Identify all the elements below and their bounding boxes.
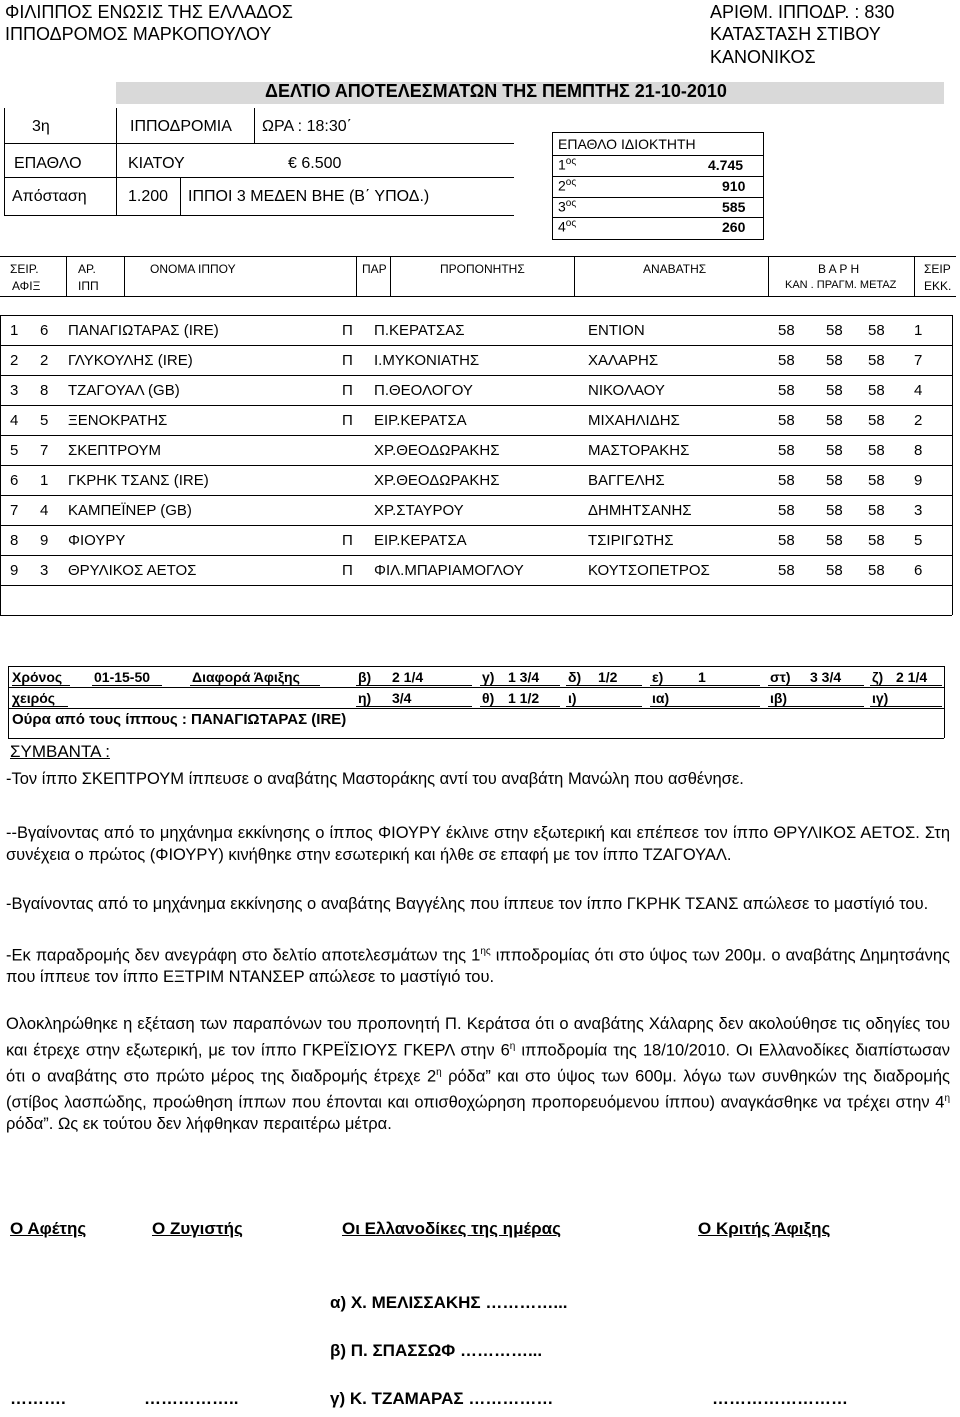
distance-label: Απόσταση [12, 188, 87, 205]
signature-starter: Ο Αφέτης [10, 1219, 87, 1238]
signature-judge: Ο Κριτής Άφιξης [698, 1219, 831, 1238]
table-row [0, 435, 952, 465]
result-w2: 58 [826, 322, 843, 339]
row-divider [0, 435, 952, 436]
race-time: ΩΡΑ : 18:30΄ [262, 118, 352, 135]
result-num: 9 [40, 532, 49, 549]
result-w3: 58 [868, 502, 885, 519]
racetrack-name: ΙΠΠΟΔΡΟΜΟΣ ΜΑΡΚΟΠΟΥΛΟΥ [5, 24, 272, 44]
result-w1: 58 [778, 322, 795, 339]
col-weights-sub-label: ΚΑΝ . ΠΡΑΓΜ. ΜΕΤΑΖ [785, 279, 897, 291]
row-divider [0, 555, 952, 556]
result-jockey: ΔΗΜΗΤΣΑΝΗΣ [588, 502, 692, 519]
steward-signature-b: β) Π. ΣΠΑΣΣΩΦ …………... [330, 1341, 543, 1360]
race-number: 3η [32, 118, 50, 135]
result-par: Π [342, 412, 353, 429]
margin-e-value: 1 [698, 669, 706, 685]
margin-h-value: 3/4 [392, 690, 412, 706]
result-w2: 58 [826, 442, 843, 459]
result-w3: 58 [868, 562, 885, 579]
last-horse-label: Ούρα από τους ίππους : ΠΑΝΑΓΙΩΤΑΡΑΣ (IRE) [12, 711, 347, 728]
prize-amount-4: 260 [722, 219, 746, 235]
margin-d-value: 1/2 [598, 669, 618, 685]
margin-h-label: η) [358, 690, 372, 706]
row-divider [0, 405, 952, 406]
result-start: 2 [914, 412, 923, 429]
time-value: 01-15-50 [94, 669, 151, 685]
result-trainer: ΦΙΛ.ΜΠΑΡΙΑΜΟΓΛΟΥ [374, 562, 524, 579]
bulletin-title: ΔΕΛΤΙΟ ΑΠΟΤΕΛΕΣΜΑΤΩΝ ΤΗΣ ΠΕΜΠΤΗΣ 21-10-2010 [265, 81, 727, 101]
result-jockey: ΧΑΛΑΡΗΣ [588, 352, 659, 369]
row-divider [0, 465, 952, 466]
margins-label: Διαφορά Άφιξης [192, 669, 300, 685]
incident-paragraph: --Βγαίνοντας από το μηχάνημα εκκίνησης ο ίππος ΦΙΟΥΡΥ έκλινε στην εξωτερική και επέπεσε τον ίππο ΘΡΥΛΙΚΟΣ ΑΕΤΟΣ. Στη συνέχεια ο πρώτος (ΦΙΟΥΡΥ) κινήθηκε στην εσωτερική και ήλθε σε επαφή με τον ίππο ΤΖΑΓΟΥΑΛ. [6, 824, 950, 864]
col-number-label-2: ΙΠΠ [78, 279, 99, 293]
result-par: Π [342, 382, 353, 399]
result-num: 6 [40, 322, 49, 339]
judge-signature-dots: …………………… [712, 1389, 848, 1408]
margin-st-value: 3 3/4 [810, 669, 842, 685]
result-par: Π [342, 532, 353, 549]
signature-weigher: Ο Ζυγιστής [152, 1219, 243, 1238]
result-w1: 58 [778, 442, 795, 459]
steward-signature-c: γ) Κ. ΤΖΑΜΑΡΑΣ …………… [330, 1389, 554, 1408]
result-horse: ΦΙΟΥΡΥ [68, 532, 126, 549]
result-w2: 58 [826, 352, 843, 369]
result-pos: 5 [10, 442, 19, 459]
track-state-value: ΚΑΝΟΝΙΚΟΣ [710, 47, 816, 67]
col-finish-label-2: ΑΦΙΞ [12, 279, 41, 293]
signature-stewards: Οι Ελλανοδίκες της ημέρας [342, 1219, 561, 1238]
result-horse: ΓΚΡΗΚ ΤΣΑΝΣ (IRE) [68, 472, 209, 489]
result-w1: 58 [778, 532, 795, 549]
result-pos: 9 [10, 562, 19, 579]
margin-d-label: δ) [568, 669, 582, 685]
result-w3: 58 [868, 532, 885, 549]
result-pos: 8 [10, 532, 19, 549]
incident-paragraph: -Βγαίνοντας από το μηχάνημα εκκίνησης ο αναβάτης Βαγγέλης που ίππευε τον ίππο ΓΚΡΗΚ ΤΣΑΝΣ απώλεσε το μαστίγιό του. [6, 895, 929, 913]
result-num: 1 [40, 472, 49, 489]
result-start: 7 [914, 352, 923, 369]
result-jockey: ΕΝΤΙΟΝ [588, 322, 645, 339]
col-trainer-label: ΠΡΟΠΟΝΗΤΗΣ [440, 262, 525, 276]
table-row [0, 525, 952, 555]
row-divider [0, 585, 952, 586]
incident-paragraph: Ολοκληρώθηκε η εξέταση των παραπόνων του προπονητή Π. Κεράτσα ότι ο αναβάτης Χάλαρης δεν ακολούθησε τις οδηγίες του και έτρεχε στην εξωτερική, με τον ίππο ΓΚΡΕΪΣΙΟΥΣ ΓΚΕΡΛ στην $6^\eta$ ιπποδρομία της 18/10/2010. Οι Ελλανοδίκες διαπίστωσαν ότι ο αναβάτης στο πρώτο μέρος της διαδρομής έτρεχε $2^\eta$ ρόδα” και στο ύψος των 600μ. λόγω των συνθηκών της διαδρομής (στίβος λασπώδης, προώθηση ίππων που έπονται και οπισθοχώρηση προπορευόμενου ίππου) αναγκάσθηκε να τρέχει στην $4^\eta$ ρόδα”. Ως εκ τούτου δεν λήφθηκαν περαιτέρω μέτρα. [6, 1015, 950, 1133]
result-horse: ΞΕΝΟΚΡΑΤΗΣ [68, 412, 168, 429]
starter-signature-dots: ………. [10, 1389, 66, 1408]
owner-prize-title: ΕΠΑΘΛΟ ΙΔΙΟΚΤΗΤΗ [558, 136, 696, 152]
row-divider [0, 315, 952, 316]
result-w1: 58 [778, 382, 795, 399]
result-trainer: Π.ΚΕΡΑΤΣΑΣ [374, 322, 465, 339]
result-w2: 58 [826, 412, 843, 429]
result-w3: 58 [868, 472, 885, 489]
col-number-label: ΑΡ. [78, 262, 96, 276]
result-par: Π [342, 562, 353, 579]
result-start: 9 [914, 472, 923, 489]
col-par-label: ΠΑΡ [362, 262, 387, 276]
result-w2: 58 [826, 502, 843, 519]
margin-th-value: 1 1/2 [508, 690, 540, 706]
row-divider [0, 615, 952, 616]
steward-signature-a: α) Χ. ΜΕΛΙΣΣΑΚΗΣ …………... [330, 1293, 568, 1312]
result-trainer: ΧΡ.ΘΕΟΔΩΡΑΚΗΣ [374, 442, 500, 459]
track-state-label: ΚΑΤΑΣΤΑΣΗ ΣΤΙΒΟΥ [710, 24, 881, 44]
result-w3: 58 [868, 412, 885, 429]
prize-amount-2: 910 [722, 178, 746, 194]
margin-ib-label: ιβ) [770, 690, 788, 706]
permit-number: ΑΡΙΘΜ. ΙΠΠΟΔΡ. : 830 [710, 2, 895, 22]
result-start: 3 [914, 502, 923, 519]
margin-b-label: β) [358, 669, 372, 685]
result-jockey: ΝΙΚΟΛΑΟΥ [588, 382, 665, 399]
result-w2: 58 [826, 532, 843, 549]
result-w1: 58 [778, 562, 795, 579]
table-row [0, 405, 952, 435]
result-start: 8 [914, 442, 923, 459]
prize-place-2: $2^{o\varsigma}$ [558, 177, 577, 194]
table-row [0, 555, 952, 585]
result-num: 5 [40, 412, 49, 429]
result-horse: ΣΚΕΠΤΡΟΥΜ [68, 442, 161, 459]
race-conditions: ΙΠΠΟΙ 3 ΜΕΔΕΝ ΒΗΕ (Β΄ ΥΠΟΔ.) [188, 188, 430, 205]
result-num: 4 [40, 502, 49, 519]
result-horse: ΚΑΜΠΕΪΝΕΡ (GB) [68, 502, 192, 519]
col-start-label: ΣΕΙΡ [924, 262, 951, 276]
result-w3: 58 [868, 352, 885, 369]
result-num: 3 [40, 562, 49, 579]
incident-paragraph: -Τον ίππο ΣΚΕΠΤΡΟΥΜ ίππευσε ο αναβάτης Μαστοράκης αντί του αναβάτη Μανώλη που ασθένησε. [6, 770, 744, 788]
column-divider [952, 315, 953, 615]
result-jockey: ΤΣΙΡΙΓΩΤΗΣ [588, 532, 674, 549]
row-divider [0, 375, 952, 376]
column-divider [0, 315, 1, 615]
margin-i-label: ι) [568, 690, 577, 706]
col-jockey-label: ΑΝΑΒΑΤΗΣ [643, 262, 707, 276]
result-par: Π [342, 322, 353, 339]
prize-name: ΚΙΑΤΟΥ [128, 155, 185, 172]
table-row [0, 375, 952, 405]
margin-z-label: ζ) [872, 669, 884, 685]
race-label: ΙΠΠΟΔΡΟΜΙΑ [130, 118, 232, 135]
prize-label: ΕΠΑΘΛΟ [14, 155, 82, 172]
result-w2: 58 [826, 472, 843, 489]
result-w1: 58 [778, 412, 795, 429]
result-w3: 58 [868, 442, 885, 459]
col-weights-label: Β Α Ρ Η [818, 262, 860, 276]
result-pos: 1 [10, 322, 19, 339]
result-start: 4 [914, 382, 923, 399]
result-trainer: ΧΡ.ΣΤΑΥΡΟΥ [374, 502, 464, 519]
result-pos: 7 [10, 502, 19, 519]
prize-amount-1: 4.745 [708, 157, 744, 173]
result-horse: ΘΡΥΛΙΚΟΣ ΑΕΤΟΣ [68, 562, 197, 579]
result-start: 1 [914, 322, 923, 339]
distance-value: 1.200 [128, 188, 169, 205]
col-horse-label: ΟΝΟΜΑ ΙΠΠΟΥ [150, 262, 236, 276]
result-start: 6 [914, 562, 923, 579]
result-w3: 58 [868, 382, 885, 399]
result-pos: 6 [10, 472, 19, 489]
hand-label: χειρός [12, 690, 56, 706]
result-pos: 4 [10, 412, 19, 429]
result-num: 7 [40, 442, 49, 459]
margin-b-value: 2 1/4 [392, 669, 424, 685]
margin-st-label: στ) [770, 669, 791, 685]
incidents-title: ΣΥΜΒΑΝΤΑ : [10, 742, 110, 761]
margin-th-label: θ) [482, 690, 495, 706]
result-w3: 58 [868, 322, 885, 339]
margin-ig-label: ιγ) [872, 690, 889, 706]
weigher-signature-dots: …………….. [144, 1389, 239, 1408]
prize-place-3: $3^{o\varsigma}$ [558, 198, 577, 215]
col-start-label-2: ΕΚΚ. [924, 279, 952, 293]
prize-amount: € 6.500 [288, 155, 342, 172]
result-pos: 2 [10, 352, 19, 369]
result-par: Π [342, 352, 353, 369]
result-num: 2 [40, 352, 49, 369]
result-horse: ΠΑΝΑΓΙΩΤΑΡΑΣ (IRE) [68, 322, 219, 339]
prize-place-1: $1^{o\varsigma}$ [558, 156, 577, 173]
result-w1: 58 [778, 502, 795, 519]
result-trainer: Π.ΘΕΟΛΟΓΟΥ [374, 382, 473, 399]
result-start: 5 [914, 532, 923, 549]
table-row [0, 495, 952, 525]
result-jockey: ΚΟΥΤΣΟΠΕΤΡΟΣ [588, 562, 710, 579]
margin-e-label: ε) [652, 669, 664, 685]
result-w1: 58 [778, 352, 795, 369]
prize-place-4: $4^{o\varsigma}$ [558, 218, 577, 235]
result-pos: 3 [10, 382, 19, 399]
incident-paragraph: -Εκ παραδρομής δεν ανεγράφη στο δελτίο αποτελεσμάτων της $1^{\eta\varsigma}$ ιπποδρομίας ότι στο ύψος των 200μ. ο αναβάτης Δημητσάνης που ίππευε τον ίππο ΕΞΤΡΙΜ ΝΤΑΝΣΕΡ απώλεσε το μαστίγιό του. [6, 946, 950, 987]
row-divider [0, 525, 952, 526]
row-divider [0, 495, 952, 496]
result-trainer: Ι.ΜΥΚΟΝΙΑΤΗΣ [374, 352, 480, 369]
table-row [0, 345, 952, 375]
time-label: Χρόνος [12, 669, 63, 685]
organization-name: ΦΙΛΙΠΠΟΣ ΕΝΩΣΙΣ ΤΗΣ ΕΛΛΑΔΟΣ [5, 2, 293, 22]
result-num: 8 [40, 382, 49, 399]
margin-g-value: 1 3/4 [508, 669, 540, 685]
result-jockey: ΒΑΓΓΕΛΗΣ [588, 472, 665, 489]
result-trainer: ΕΙΡ.ΚΕΡΑΤΣΑ [374, 412, 467, 429]
result-jockey: ΜΑΣΤΟΡΑΚΗΣ [588, 442, 690, 459]
result-trainer: ΧΡ.ΘΕΟΔΩΡΑΚΗΣ [374, 472, 500, 489]
col-finish-label: ΣΕΙΡ. [10, 262, 39, 276]
result-w2: 58 [826, 562, 843, 579]
table-row [0, 315, 952, 345]
result-trainer: ΕΙΡ.ΚΕΡΑΤΣΑ [374, 532, 467, 549]
margin-ia-label: ια) [652, 690, 670, 706]
result-w2: 58 [826, 382, 843, 399]
table-row [0, 465, 952, 495]
row-divider [0, 345, 952, 346]
margin-g-label: γ) [482, 669, 495, 685]
result-w1: 58 [778, 472, 795, 489]
prize-amount-3: 585 [722, 199, 746, 215]
result-jockey: ΜΙΧΑΗΛΙΔΗΣ [588, 412, 680, 429]
margin-z-value: 2 1/4 [896, 669, 928, 685]
result-horse: ΓΛΥΚΟΥΛΗΣ (IRE) [68, 352, 193, 369]
result-horse: ΤΖΑΓΟΥΑΛ (GB) [68, 382, 180, 399]
